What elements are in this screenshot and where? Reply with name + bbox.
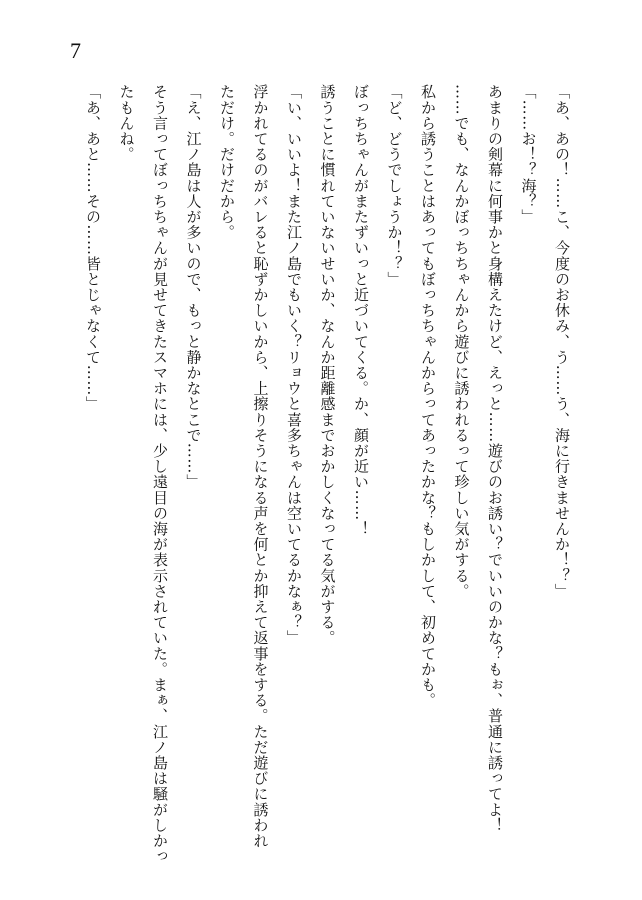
text-line: ぼっちちゃんがまたずいっと近づいてくる。か、顔が近い……！ <box>352 84 370 537</box>
text-line: 誘うことに慣れていないせいか、なんか距離感までおかしくなってる気がする。 <box>318 84 337 646</box>
text-line: 私から誘うことはあってもぼっちちゃんからってあったかな？もしかして、初めてかも。 <box>419 84 437 708</box>
text-line: たもんね。 <box>117 84 136 162</box>
text-line: あまりの剣幕に何事かと身構えたけど、えっと……遊びのお誘い？でいいのかな？もぉ、普通に誘ってよ！ <box>486 84 504 833</box>
text-line: 「ど、どうでしょうか！？」 <box>385 84 404 287</box>
page-number: 7 <box>70 38 81 63</box>
text-line: ただけ。だけだから。 <box>218 84 236 240</box>
text-line: 「……お！？海？」 <box>519 84 538 225</box>
text-line: そう言ってぼっちちゃんが見せてきたスマホには、少し遠目の海が表示されていた。まぁ、江ノ島は騒がしかっ <box>151 84 169 864</box>
text-line: 「い、いいよ！また江ノ島でもいく？リョウと喜多ちゃんは空いてるかなぁ？」 <box>285 84 303 646</box>
text-line: 「あ、あの！……こ、今度のお休み、う……う、海に行きませんか！？」 <box>553 84 571 599</box>
text-line: 「え、江ノ島は人が多いので、もっと静かなとこで……」 <box>184 84 203 490</box>
text-line: ……でも、なんかぼっちちゃんから遊びに誘われるって珍しい気がする。 <box>452 84 471 599</box>
text-line: 「あ、あと……その……皆とじゃなくて……」 <box>84 84 102 412</box>
text-line: 浮かれてるのがバレると恥ずかしいから、上擦りそうになる声を何とか抑えて返事をする。ただ遊びに誘われ <box>251 84 270 849</box>
novel-text-body <box>76 84 579 864</box>
